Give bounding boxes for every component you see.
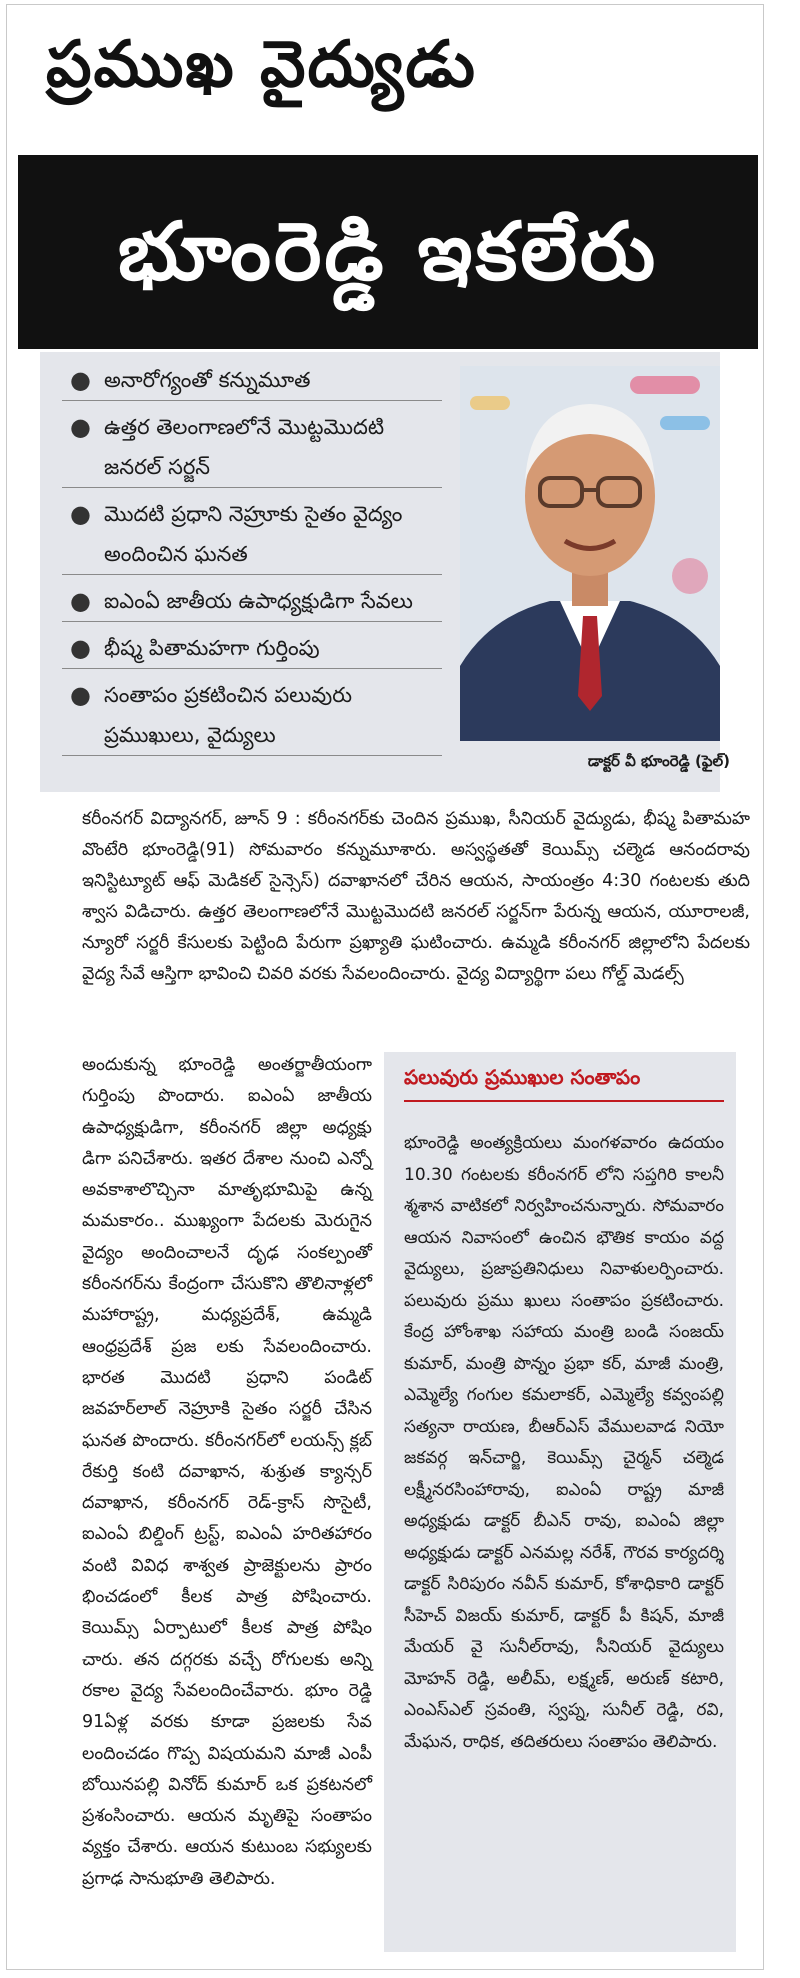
highlight-text: ఐఎంఏ జాతీయ ఉపాధ్యక్షుడిగా సేవలు	[104, 589, 413, 613]
bullet-icon: ●	[70, 500, 91, 528]
highlights-list	[62, 360, 442, 762]
bullet-icon: ●	[70, 634, 91, 662]
headline-line-2: భూంరెడ్డి ఇకలేరు	[117, 205, 659, 298]
highlight-item	[62, 581, 442, 622]
photo-caption: డాక్టర్ వీ భూంరెడ్డి (ఫైల్)	[587, 752, 730, 770]
article-left-column: అందుకున్న భూంరెడ్డి అంతర్జాతీయంగా గుర్తింపు పొందారు. ఐఎంఏ జాతీయ ఉపాధ్యక్షుడిగా, కరీంనగర్ జిల్లా అధ్యక్షు డిగా పనిచేశారు. ఇతర దేశాల నుంచి ఎన్నో అవకాశాలొచ్చినా మాతృభూమిపై ఉన్న మమకారం.. ముఖ్యంగా పేదలకు మెరుగైన వైద్యం అందించాలనే దృఢ సంకల్పంతో కరీంనగర్‌ను కేంద్రంగా చేసుకొని తొలినాళ్లలో మహారాష్ట్ర, మధ్యప్రదేశ్, ఉమ్మడి ఆంధ్రప్రదేశ్ ప్రజ లకు సేవలందించారు. భారత మొదటి ప్రధాని పండిట్ జవహర్‌లాల్ నెహ్రూకి సైతం సర్జరీ చేసిన ఘనత పొందారు. కరీంనగర్‌లో లయన్స్ క్లబ్ రేకుర్తి కంటి దవాఖాన, శుశ్రుత క్యాన్సర్ దవాఖాన, కరీంనగర్ రెడ్-క్రాస్ సొసైటీ, ఐఎంఏ బిల్డింగ్ ట్రస్ట్, ఐఎంఏ హరితహారం వంటి వివిధ శాశ్వత ప్రాజెక్టులను ప్రారం భించడంలో కీలక పాత్ర పోషించారు. కెయిమ్స్ ఏర్పాటులో కీలక పాత్ర పోషిం చారు. తన దగ్గరకు వచ్చే రోగులకు అన్ని రకాల వైద్య సేవలందించేవారు. భూం రెడ్డి 91ఏళ్ల వరకు కూడా ప్రజలకు సేవ లందించడం గొప్ప విషయమని మాజీ ఎంపీ బోయినపల్లి వినోద్ కుమార్ ఒక ప్రకటనలో ప్రశంసించారు. ఆయన మృతిపై సంతాపం వ్యక్తం చేశారు. ఆయన కుటుంబ సభ్యులకు ప్రగాఢ సానుభూతి తెలిపారు.	[82, 1055, 372, 1889]
sidebar-title: పలువురు ప్రముఖుల సంతాపం	[404, 1065, 724, 1102]
highlight-item	[62, 407, 442, 488]
highlight-text: అనారోగ్యంతో కన్నుమూత	[104, 368, 311, 392]
highlight-item	[62, 360, 442, 401]
bullet-icon: ●	[70, 413, 91, 441]
highlight-text: భీష్మ పితామహగా గుర్తింపు	[104, 636, 320, 660]
highlight-item	[62, 675, 442, 756]
sidebar-body: భూంరెడ్డి అంత్యక్రియలు మంగళవారం ఉదయం 10.30 గంటలకు కరీంనగర్ లోని సప్తగిరి కాలనీ శ్మశాన వాటికలో నిర్వహించనున్నారు. సోమవారం ఆయన నివాసంలో ఉంచిన భౌతిక కాయం వద్ద వైద్యులు, ప్రజాప్రతినిధులు నివాళులర్పించారు. పలువురు ప్రము ఖులు సంతాపం ప్రకటించారు. కేంద్ర హోంశాఖ సహాయ మంత్రి బండి సంజయ్ కుమార్, మంత్రి పొన్నం ప్రభా కర్, మాజీ మంత్రి, ఎమ్మెల్యే గంగుల కమలాకర్, ఎమ్మెల్యే కవ్వంపల్లి సత్యనా రాయణ, బీఆర్ఎస్ వేములవాడ నియో జకవర్గ ఇన్‌చార్జి, కెయిమ్స్ చైర్మన్ చల్మెడ లక్ష్మీనరసింహారావు, ఐఎంఏ రాష్ట్ర మాజీ అధ్యక్షుడు డాక్టర్ బీఎన్ రావు, ఐఎంఏ జిల్లా అధ్యక్షుడు డాక్టర్ ఎనమల్ల నరేశ్, గౌరవ కార్యదర్శి డాక్టర్ సిరిపురం నవీన్ కుమార్, కోశాధికారి డాక్టర్ సీహెచ్ విజయ్ కుమార్, డాక్టర్ పీ కిషన్, మాజీ మేయర్ వై సునీల్‌రావు, సీనియర్ వైద్యులు మోహన్ రెడ్డి, అలీమ్, లక్ష్మణ్, అరుణ్ కటారి, ఎంఎస్ఎల్ స్రవంతి, స్వప్న, సునీల్ రెడ్డి, రవి, మేఘన, రాధిక, తదితరులు సంతాపం తెలిపారు.	[404, 1133, 724, 1752]
highlight-item	[62, 494, 442, 575]
highlight-text: మొదటి ప్రధాని నెహ్రూకు సైతం వైద్యం అందించిన ఘనత	[104, 502, 403, 566]
headline-line-1: ప్రముఖ వైద్యుడు	[46, 28, 477, 102]
highlight-text: సంతాపం ప్రకటించిన పలువురు ప్రముఖులు, వైద్యులు	[104, 683, 352, 747]
highlight-text: ఉత్తర తెలంగాణలోనే మొట్టమొదటి జనరల్ సర్జన్	[104, 415, 385, 479]
bullet-icon: ●	[70, 366, 91, 394]
article-lead: కరీంనగర్ విద్యానగర్, జూన్ 9 : కరీంనగర్‌కు చెందిన ప్రముఖ, సీనియర్ వైద్యుడు, భీష్మ పితామహ వొంటేరి భూంరెడ్డి(91) సోమవారం కన్నుమూశారు. అస్వస్థతతో కెయిమ్స్ చల్మెడ ఆనందరావు ఇనిస్టిట్యూట్ ఆఫ్ మెడికల్ సైన్సెస్) దవాఖానలో చేరిన ఆయన, సాయంత్రం 4:30 గంటలకు తుది శ్వాస విడిచారు. ఉత్తర తెలంగాణలోనే మొట్టమొదటి జనరల్ సర్జన్‌గా పేరున్న ఆయన, యూరాలజీ, న్యూరో సర్జరీ కేసులకు పెట్టింది పేరుగా ప్రఖ్యాతి ఘటించారు. ఉమ్మడి కరీంనగర్ జిల్లాలోని పేదలకు వైద్య సేవే ఆస్తిగా భావించి చివరి వరకు సేవలందించారు. వైద్య విద్యార్థిగా పలు గోల్డ్ మెడల్స్	[82, 809, 750, 984]
highlight-item	[62, 628, 442, 669]
doctor-portrait-photo	[460, 366, 720, 741]
portrait-illustration	[460, 366, 720, 741]
bullet-icon: ●	[70, 587, 91, 615]
bullet-icon: ●	[70, 681, 91, 709]
